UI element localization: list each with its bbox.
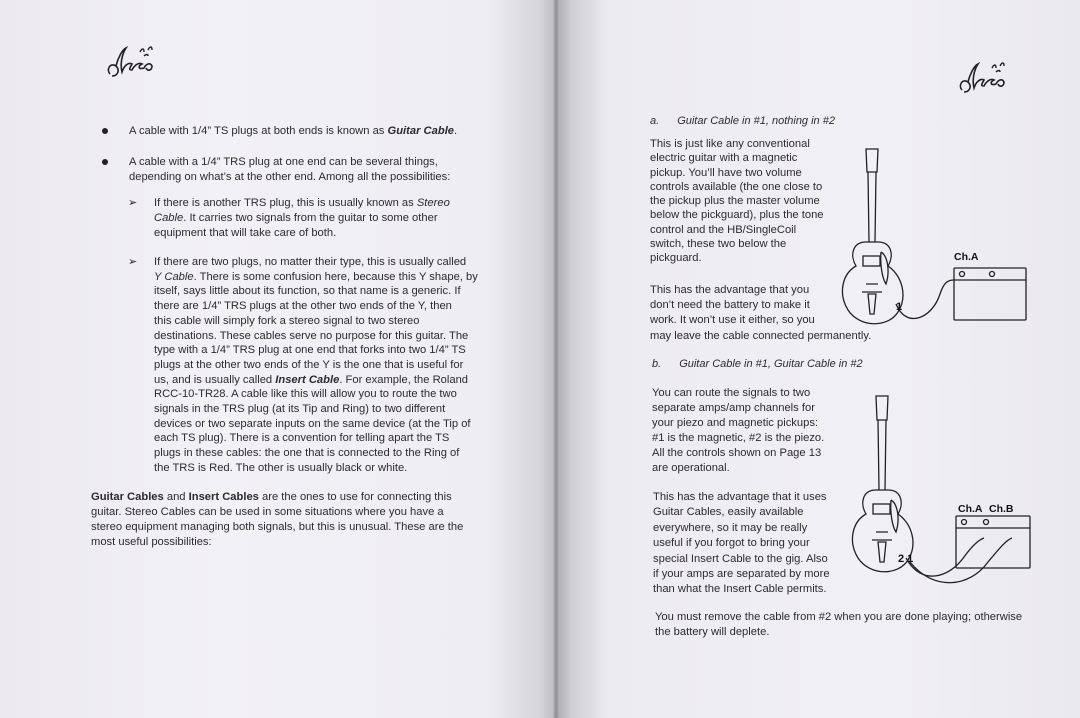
summary-paragraph: Guitar Cables and Insert Cables are the ones to use for connecting this guitar. Stereo Cables can be used in some situations where you have a stereo equipment managing both signals, but this is unusual. These are the most useful possibilities:	[91, 491, 464, 548]
section-b-paragraph-1: You can route the signals to two separate amps/amp channels for your piezo and magnetic pickups: #1 is the magnetic, #2 is the piezo. All the controls shown on Page 13 are operational.	[652, 387, 825, 475]
channel-a-label: Ch.A	[958, 503, 983, 515]
brand-logo-left	[104, 40, 164, 80]
section-a-paragraph-2: This has the advantage that you don’t need the battery to make it work. It won’t use it either, so you may leave the cable connected permanently.	[650, 284, 872, 342]
arrow-icon: ➢	[128, 196, 138, 209]
footer-note: You must remove the cable from #2 when you are done playing; otherwise the battery will deplete.	[655, 611, 1023, 639]
bullet-2	[102, 159, 108, 165]
sub-bullet-2-text: If there are two plugs, no matter their type, this is usually called Y Cable. There is some confusion here, because this Y shape, by itself, says little about its function, so that name is a generic. If there are 1/4” TRS plugs at the other two ends of the Y, then this cable will simply fork a stereo signal to two stereo destinations. These cables serve no purpose for this guitar. The type with a 1/4” TRS plug at one end that forks into two 1/4” TS plugs at the other two ends of the Y is the one that is useful for us, and is usually called Insert Cable. For example, the Roland RCC-10-TR28. A cable like this will allow you to route the two signals in the TRS plug (at its Tip and Ring) to two different devices or two separate inputs on the same device (at the Tip of each TS plug). There is a convention for telling apart the TS plugs in these cables: the one that is connected to the Ring of the TRS is Red. The other is usually black or white.	[154, 256, 478, 474]
bullet-1	[102, 128, 108, 134]
brand-logo-right	[956, 56, 1016, 96]
bullet-2-text: A cable with a 1/4” TRS plug at one end can be several things, depending on what’s at the other end. Among all the possibilities:	[129, 156, 451, 184]
channel-a-label: Ch.A	[954, 251, 979, 263]
arrow-icon: ➢	[128, 255, 138, 268]
jack-labels: 2 1	[898, 553, 914, 565]
section-b-heading: b. Guitar Cable in #1, Guitar Cable in #2	[652, 358, 863, 370]
book-gutter	[552, 0, 560, 718]
jack-label: 1	[896, 301, 903, 313]
section-a-paragraph-1: This is just like any conventional electric guitar with a magnetic pickup. You’ll have two volume controls available (the one close to the pickup plus the master volume below the pickguard), plus the tone control and the HB/SingleCoil switch, these two below the pickguard.	[650, 138, 824, 265]
sub-bullet-1-text: If there is another TRS plug, this is usually known as Stereo Cable. It carries two signals from the guitar to some other equipment that will take care of both.	[154, 197, 450, 240]
guitar-diagram-b	[838, 392, 1038, 597]
channel-b-label: Ch.B	[989, 503, 1014, 515]
section-a-heading: a. Guitar Cable in #1, nothing in #2	[650, 115, 835, 127]
bullet-1-text: A cable with 1/4” TS plugs at both ends is known as Guitar Cable.	[129, 125, 458, 137]
section-b-paragraph-2: This has the advantage that it uses Guitar Cables, easily available everywhere, so it may be really useful if you forgot to bring your special Insert Cable to the gig. Also if your amps are separated by more than what the Insert Cable permits.	[653, 491, 830, 596]
guitar-diagram-a	[836, 144, 1036, 339]
